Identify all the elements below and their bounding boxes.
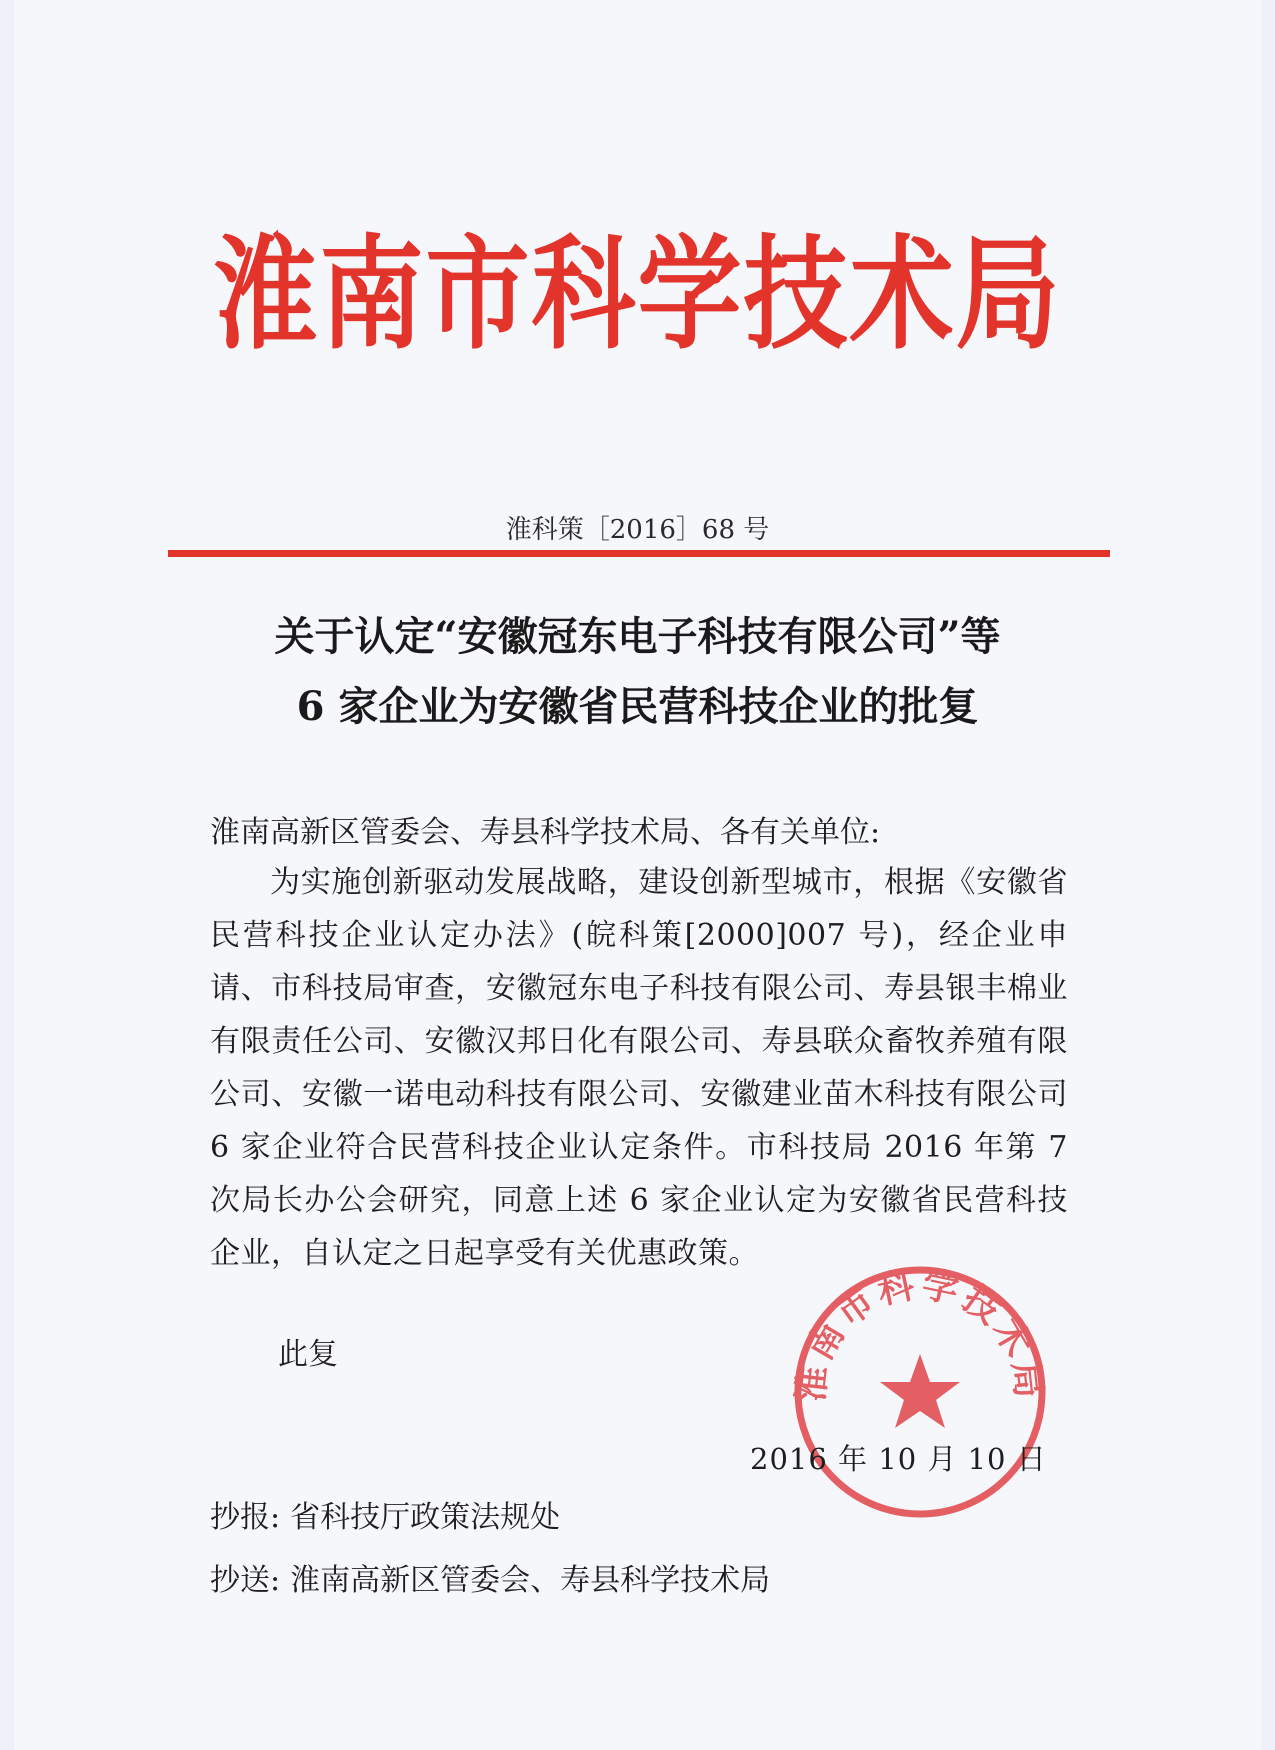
cc-send-value: 淮南高新区管委会、寿县科学技术局	[290, 1563, 771, 1598]
cc-report-label: 抄报:	[210, 1500, 281, 1535]
closing-reply: 此复	[278, 1337, 338, 1372]
cc-send-row	[210, 1558, 770, 1604]
red-divider-line	[168, 550, 1110, 557]
issue-date: 2016 年 10 月 10 日	[750, 1442, 1047, 1476]
title-line-1: 关于认定“安徽冠东电子科技有限公司”等	[274, 613, 1001, 660]
seal-star-icon	[880, 1354, 960, 1428]
document-number: 淮科策［2016］68 号	[505, 515, 770, 545]
cc-report-value: 省科技厅政策法规处	[290, 1500, 561, 1535]
addressee: 淮南高新区管委会、寿县科学技术局、各有关单位:	[210, 815, 881, 850]
cc-report-row	[210, 1495, 560, 1541]
agency-masthead: 淮南市科学技术局	[213, 222, 1062, 367]
body-paragraph: 为实施创新驱动发展战略，建设创新型城市，根据《安徽省民营科技企业认定办法》(皖科策[2000]007 号)，经企业申请、市科技局审查，安徽冠东电子科技有限公司、寿县银丰棉业有限责任公司、安徽汉邦日化有限公司、寿县联众畜牧养殖有限公司、安徽一诺电动科技有限公司、安徽建业苗木科技有限公司 6 家企业符合民营科技企业认定条件。市科技局 2016 年第 7 次局长办公会研究，同意上述 6 家企业认定为安徽省民营科技企业，自认定之日起享受有关优惠政策。	[210, 865, 1068, 1271]
title-line-2: 6 家企业为安徽省民营科技企业的批复	[296, 683, 979, 730]
official-seal-icon	[790, 1262, 1050, 1522]
cc-send-label: 抄送:	[210, 1563, 281, 1598]
seal-text: 淮南市科学技术局	[790, 1264, 1050, 1404]
